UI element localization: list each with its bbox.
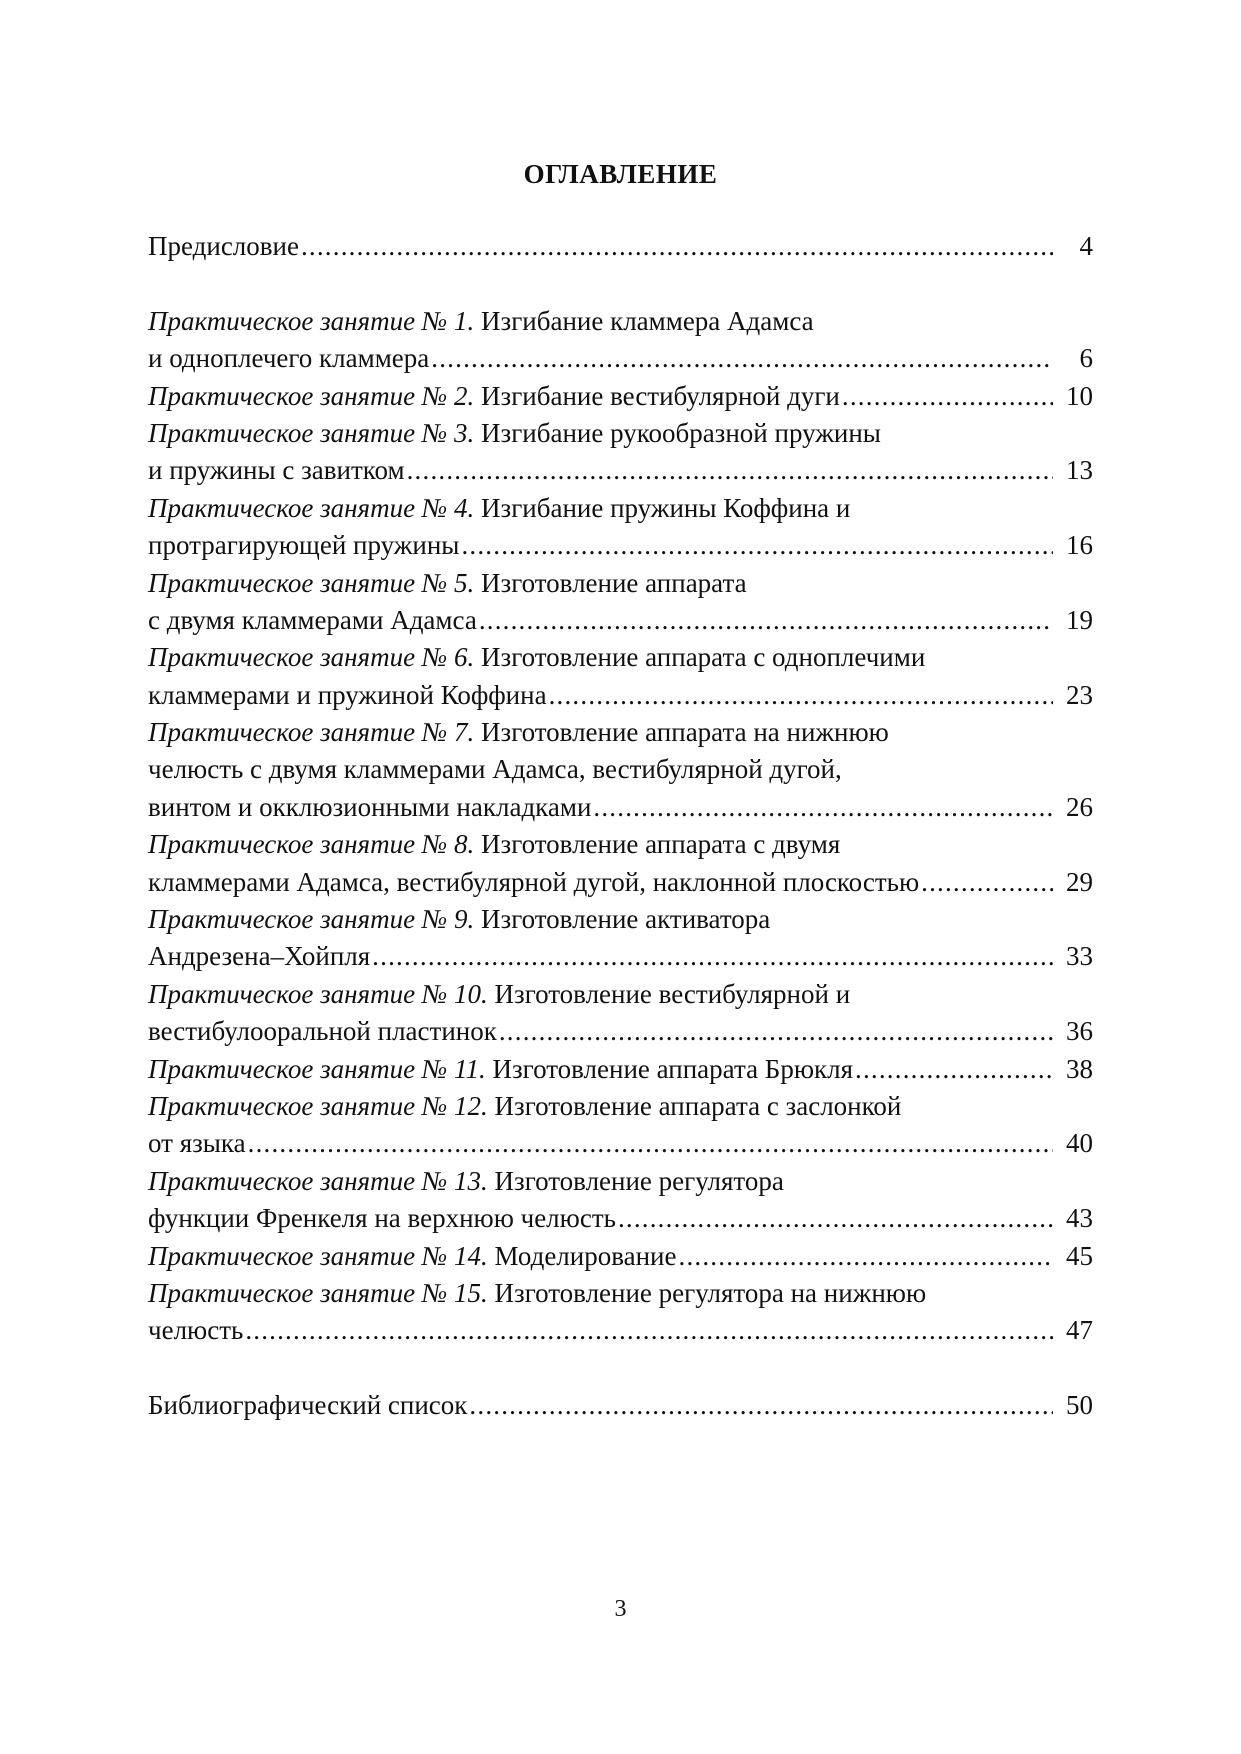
toc-entry-title-line: челюсть: [148, 1315, 244, 1346]
toc-entry-lesson-label: Практическое занятие № 11.: [148, 1053, 486, 1084]
toc-entry-lesson-label: Практическое занятие № 14.: [148, 1240, 488, 1271]
dot-leader: [855, 1051, 1053, 1088]
toc-entry-title-line: Изготовление аппарата: [481, 567, 747, 598]
toc-entry-title-line: с двумя кламмерами Адамса: [148, 604, 477, 635]
toc-entry-page-number: 29: [1066, 866, 1093, 897]
toc-entry-page-number: 23: [1066, 679, 1093, 710]
toc-entry-lesson-label: Практическое занятие № 8.: [148, 829, 475, 860]
toc-entry-page-number: 26: [1066, 791, 1093, 822]
toc-entry-title-line: Изготовление аппарата с заслонкой: [494, 1090, 902, 1121]
toc-entry-title-line: Библиографический список: [148, 1390, 468, 1421]
toc-entry[interactable]: [148, 714, 1093, 826]
dot-leader: [245, 1312, 1053, 1349]
dot-leader: [461, 527, 1053, 564]
toc-entry[interactable]: [148, 1238, 1093, 1275]
toc-entry[interactable]: [148, 901, 1093, 976]
toc-entry-title-line: Изгибание рукообразной пружины: [481, 417, 881, 448]
toc-entry-title-line: Моделирование: [494, 1240, 677, 1271]
dot-leader: [301, 228, 1053, 265]
toc-entry-page-number: 4: [1079, 231, 1093, 261]
toc-entry-page-number: 13: [1066, 455, 1093, 486]
toc-entry[interactable]: [148, 1275, 1093, 1350]
dot-leader: [431, 340, 1053, 377]
toc-entry-page-number: 40: [1066, 1128, 1093, 1159]
toc-entry-title-line: Изготовление аппарата с двумя: [481, 829, 841, 860]
toc-entry[interactable]: [148, 378, 1093, 415]
toc-entry-title-line: кламмерами и пружиной Коффина: [148, 679, 547, 710]
toc-entry-page-number: 36: [1066, 1016, 1093, 1047]
toc-entry[interactable]: [148, 565, 1093, 640]
dot-leader: [248, 1125, 1053, 1162]
toc-entry-title-line: челюсть с двумя кламмерами Адамса, вестибулярной дугой,: [148, 754, 842, 785]
toc-entry-lesson-label: Практическое занятие № 15.: [148, 1277, 488, 1308]
dot-leader: [372, 938, 1053, 975]
toc-entry-lesson-label: Практическое занятие № 6.: [148, 642, 475, 673]
toc-entry-title-line: и пружины с завитком: [148, 455, 405, 486]
dot-leader: [469, 1387, 1053, 1424]
toc-entry-page-number: 45: [1066, 1240, 1093, 1271]
toc-entry-page-number: 47: [1066, 1315, 1093, 1346]
toc-entry[interactable]: [148, 976, 1093, 1051]
dot-leader: [921, 864, 1053, 901]
toc-entry-title-line: вестибулооральной пластинок: [148, 1016, 497, 1047]
toc-entry-page-number: 6: [1079, 343, 1093, 374]
toc-entry-lesson-label: Практическое занятие № 4.: [148, 492, 475, 523]
toc-entry-page-number: 33: [1066, 941, 1093, 972]
dot-leader: [479, 602, 1053, 639]
toc-entry[interactable]: [148, 1088, 1093, 1163]
dot-leader: [618, 1200, 1053, 1237]
toc-entry-page-number: 38: [1066, 1053, 1093, 1084]
page-number: 3: [614, 1596, 627, 1622]
toc-entry-title-line: Изгибание пружины Коффина и: [481, 492, 851, 523]
table-of-contents: [148, 228, 1093, 1425]
toc-entry-page-number: 10: [1066, 380, 1093, 411]
toc-entry[interactable]: [148, 490, 1093, 565]
toc-entry-lesson-label: Практическое занятие № 10.: [148, 978, 488, 1009]
toc-entry[interactable]: [148, 415, 1093, 490]
toc-entry[interactable]: [148, 303, 1093, 378]
toc-entry-lesson-label: Практическое занятие № 5.: [148, 567, 475, 598]
toc-entry-title-line: Андрезена–Хойпля: [148, 941, 371, 972]
toc-entry-title-line: функции Френкеля на верхнюю челюсть: [148, 1203, 616, 1234]
toc-entry-title-line: Изготовление регулятора на нижнюю: [494, 1277, 927, 1308]
dot-leader: [679, 1238, 1054, 1275]
toc-entry-lesson-label: Практическое занятие № 2.: [148, 380, 475, 411]
toc-entry-lesson-label: Практическое занятие № 13.: [148, 1165, 488, 1196]
toc-entry-lesson-label: Практическое занятие № 3.: [148, 417, 475, 448]
toc-entry-title-line: протрагирующей пружины: [148, 530, 460, 561]
toc-entry-title-line: Изготовление регулятора: [494, 1165, 784, 1196]
toc-entry-title-line: Изготовление аппарата на нижнюю: [481, 717, 889, 748]
toc-entry[interactable]: [148, 1387, 1093, 1424]
toc-entry-page-number: 50: [1066, 1390, 1093, 1421]
toc-entry-lesson-label: Практическое занятие № 7.: [148, 717, 475, 748]
toc-entry-lesson-label: Практическое занятие № 9.: [148, 904, 475, 935]
toc-entry-page-number: 16: [1066, 530, 1093, 561]
toc-entry[interactable]: [148, 639, 1093, 714]
toc-entry-title-line: от языка: [148, 1128, 246, 1159]
dot-leader: [549, 677, 1053, 714]
toc-entry-page-number: 19: [1066, 604, 1093, 635]
toc-entry-title-line: Изготовление вестибулярной и: [494, 978, 851, 1009]
dot-leader: [499, 1013, 1053, 1050]
toc-entry-title-line: Изготовление аппарата Брюкля: [492, 1053, 853, 1084]
toc-entry-title-line: Изготовление аппарата с одноплечими: [481, 642, 926, 673]
toc-entry[interactable]: [148, 1051, 1093, 1088]
toc-entry-title-line: Изгибание вестибулярной дуги: [481, 380, 840, 411]
toc-entry-title-line: Изгибание кламмера Адамса: [481, 305, 814, 336]
toc-entry[interactable]: [148, 228, 1093, 265]
dot-leader: [407, 452, 1053, 489]
toc-entry-title-line: винтом и окклюзионными накладками: [148, 791, 592, 822]
toc-entry-lesson-label: Практическое занятие № 12.: [148, 1090, 488, 1121]
toc-entry-title-line: и одноплечего кламмера: [148, 343, 430, 374]
toc-entry-title-line: Предисловие: [148, 231, 299, 261]
toc-entry-title-line: кламмерами Адамса, вестибулярной дугой, наклонной плоскостью: [148, 866, 920, 897]
dot-leader: [842, 378, 1053, 415]
toc-entry[interactable]: [148, 826, 1093, 901]
toc-entry-title-line: Изготовление активатора: [481, 904, 771, 935]
dot-leader: [593, 789, 1053, 826]
page-title: ОГЛАВЛЕНИЕ: [523, 159, 718, 189]
toc-entry-page-number: 43: [1066, 1203, 1093, 1234]
toc-entry-lesson-label: Практическое занятие № 1.: [148, 305, 475, 336]
toc-entry[interactable]: [148, 1163, 1093, 1238]
